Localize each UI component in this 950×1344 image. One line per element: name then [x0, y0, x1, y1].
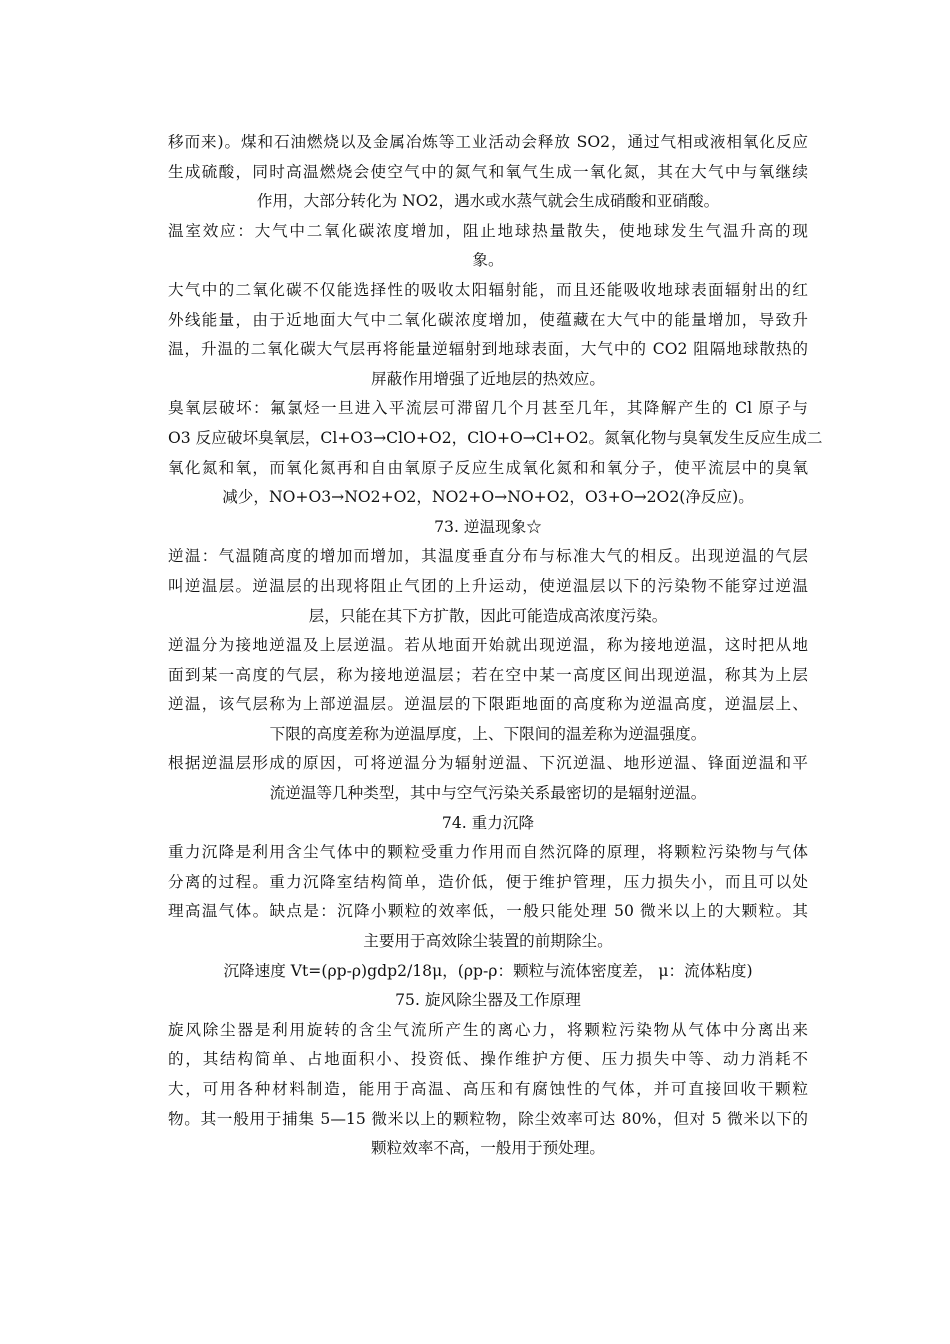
text-line: 象。 — [472, 251, 504, 270]
text-line: 温，升温的二氧化碳大气层再将能量逆辐射到地球表面，大气中的 CO2 阻隔地球散热的 — [168, 340, 808, 359]
text-line: 物。其一般用于捕集 5—15 微米以上的颗粒物，除尘效率可达 80%，但对 5 微米以下的 — [168, 1109, 808, 1128]
paragraph — [168, 128, 808, 217]
text-line: 旋风除尘器是利用旋转的含尘气流所产生的离心力，将颗粒污染物从气体中分离出来 — [168, 1020, 808, 1039]
text-line: 层，只能在其下方扩散，因此可能造成高浓度污染。 — [308, 606, 668, 625]
paragraph — [168, 276, 808, 394]
text-line: 作用，大部分转化为 NO2，遇水或水蒸气就会生成硝酸和亚硝酸。 — [256, 192, 720, 211]
text-line: 逆温，该气层称为上部逆温层。逆温层的下限距地面的高度称为逆温高度，逆温层上、 — [168, 695, 808, 714]
text-line: 逆温：气温随高度的增加而增加，其温度垂直分布与标准大气的相反。出现逆温的气层 — [168, 547, 808, 566]
section-heading — [168, 809, 808, 839]
text-line: 臭氧层破坏：氟氯烃一旦进入平流层可滞留几个月甚至几年，其降解产生的 Cl 原子与 — [168, 399, 808, 418]
text-line: 大，可用各种材料制造，能用于高温、高压和有腐蚀性的气体，并可直接回收干颗粒 — [168, 1080, 808, 1098]
text-line: 流逆温等几种类型，其中与空气污染关系最密切的是辐射逆温。 — [269, 784, 707, 803]
text-line: 大气中的二氧化碳不仅能选择性的吸收太阳辐射能，而且还能吸收地球表面辐射出的红 — [168, 280, 808, 299]
text-line: 沉降速度 Vt=(ρp-ρ)gdp2/18μ，(ρp-ρ：颗粒与流体密度差， μ：流体粘度) — [223, 961, 753, 980]
text-line: O3 反应破坏臭氧层，Cl+O3→ClO+O2，ClO+O→Cl+O2。氮氧化物与臭氧发生反应生成二 — [168, 428, 823, 447]
paragraph — [168, 217, 808, 276]
text-line: 重力沉降是利用含尘气体中的颗粒受重力作用而自然沉降的原理，将颗粒污染物与气体 — [168, 843, 808, 862]
paragraph — [168, 394, 823, 512]
paragraph — [168, 749, 808, 808]
text-line: 分离的过程。重力沉降室结构简单，造价低，便于维护管理，压力损失小，而且可以处 — [168, 872, 808, 891]
section-heading — [168, 513, 808, 543]
text-line: 生成硫酸，同时高温燃烧会使空气中的氮气和氧气生成一氧化氮，其在大气中与氧继续 — [168, 162, 808, 181]
text-line: 的，其结构简单、占地面积小、投资低、操作维护方便、压力损失中等、动力消耗不 — [168, 1050, 808, 1069]
text-line: 75. 旋风除尘器及工作原理 — [395, 991, 581, 1010]
text-line: 氧化氮和氧，而氧化氮再和自由氧原子反应生成氧化氮和和氧分子，使平流层中的臭氧 — [168, 458, 808, 477]
text-line: 减少，NO+O3→NO2+O2，NO2+O→NO+O2，O3+O→2O2(净反应)。 — [222, 488, 754, 507]
paragraph — [168, 838, 808, 956]
text-line: 颗粒效率不高，一般用于预处理。 — [371, 1139, 605, 1158]
text-line: 外线能量，由于近地面大气中二氧化碳浓度增加，使蕴藏在大气中的能量增加，导致升 — [168, 310, 808, 329]
paragraph — [168, 542, 808, 631]
paragraph — [168, 631, 808, 749]
text-line: 移而来)。煤和石油燃烧以及金属冶炼等工业活动会释放 SO2，通过气相或液相氧化反应 — [168, 133, 808, 151]
text-line: 屏蔽作用增强了近地层的热效应。 — [371, 369, 605, 388]
section-heading — [168, 986, 808, 1016]
text-line: 逆温分为接地逆温及上层逆温。若从地面开始就出现逆温，称为接地逆温，这时把从地 — [168, 636, 808, 655]
paragraph — [168, 957, 808, 987]
document-page — [168, 128, 823, 1164]
text-line: 下限的高度差称为逆温厚度，上、下限间的温差称为逆温强度。 — [269, 724, 707, 743]
text-line: 73. 逆温现象☆ — [434, 517, 542, 536]
text-line: 理高温气体。缺点是：沉降小颗粒的效率低，一般只能处理 50 微米以上的大颗粒。其 — [168, 902, 808, 921]
text-line: 根据逆温层形成的原因，可将逆温分为辐射逆温、下沉逆温、地形逆温、锋面逆温和平 — [168, 754, 808, 773]
text-line: 面到某一高度的气层，称为接地逆温层；若在空中某一高度区间出现逆温，称其为上层 — [168, 665, 808, 684]
text-line: 74. 重力沉降 — [441, 813, 535, 832]
text-line: 叫逆温层。逆温层的出现将阻止气团的上升运动，使逆温层以下的污染物不能穿过逆温 — [168, 576, 808, 595]
text-line: 主要用于高效除尘装置的前期除尘。 — [363, 932, 613, 951]
text-line: 温室效应：大气中二氧化碳浓度增加，阻止地球热量散失，使地球发生气温升高的现 — [168, 221, 808, 240]
paragraph — [168, 1016, 808, 1164]
